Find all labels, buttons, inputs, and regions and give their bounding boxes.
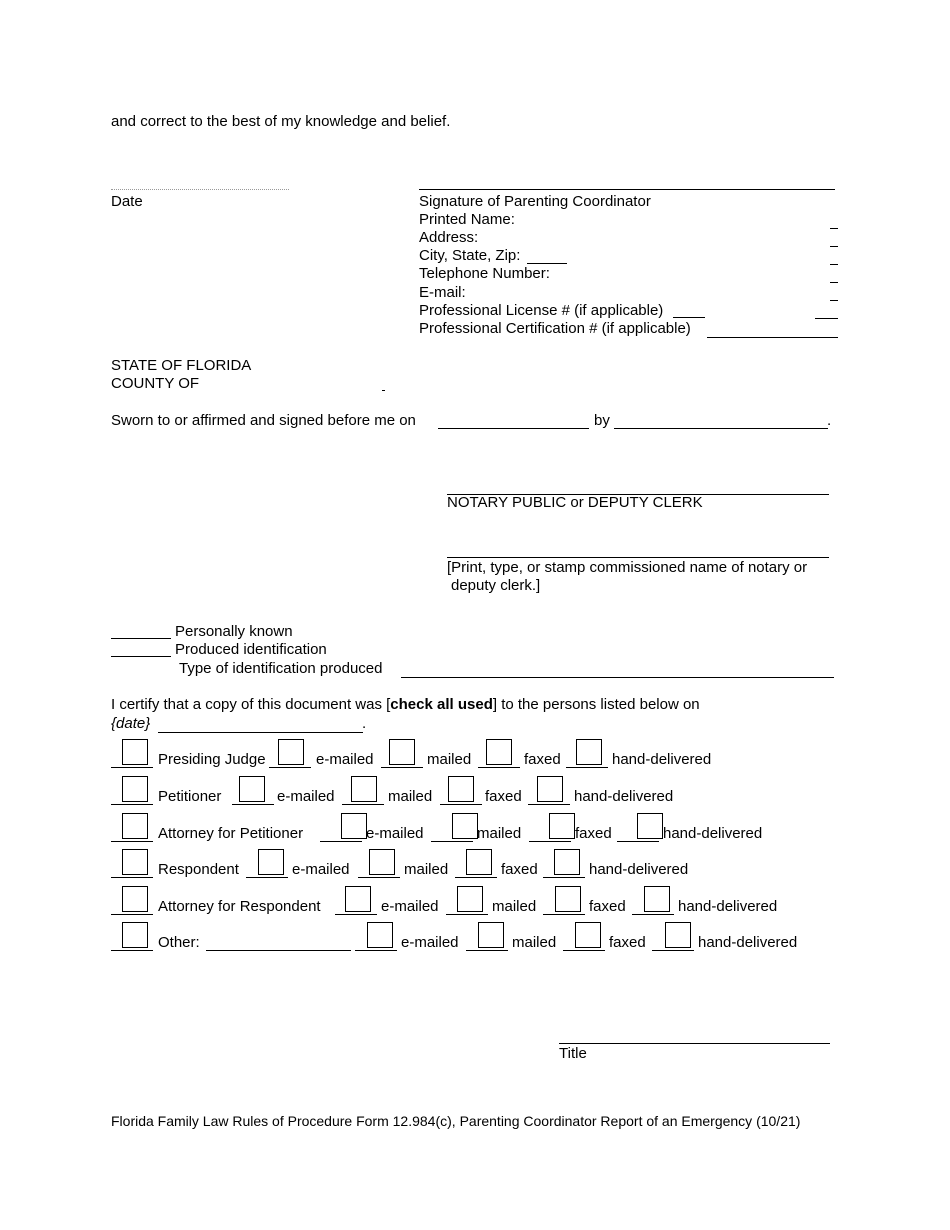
recipient-attorney-respondent: Attorney for Respondent	[158, 898, 321, 915]
row5-fax-line	[543, 914, 585, 915]
certify-date-period: .	[362, 715, 367, 732]
intro-text: and correct to the best of my knowledge and belief.	[111, 113, 451, 130]
row3-fax-line	[529, 841, 571, 842]
label-judge-emailed: e-mailed	[316, 751, 374, 768]
label-atty-pet-mailed: mailed	[477, 825, 522, 842]
label-respondent-mailed: mailed	[404, 861, 449, 878]
certify-date-field[interactable]	[158, 732, 363, 733]
row1-fax-line	[478, 767, 520, 768]
printed-name-field[interactable]	[830, 228, 838, 229]
row4-mail-line	[358, 877, 400, 878]
row2-line	[111, 804, 153, 805]
label-other-faxed: faxed	[609, 934, 646, 951]
row2-fax-line	[440, 804, 482, 805]
checkbox-judge-hand[interactable]	[576, 739, 602, 765]
checkbox-judge-mailed[interactable]	[389, 739, 415, 765]
row5-mail-line	[446, 914, 488, 915]
label-other-hand: hand-delivered	[698, 934, 798, 951]
row5-hand-line	[632, 914, 674, 915]
title-label: Title	[559, 1045, 587, 1062]
label-respondent-hand: hand-delivered	[589, 861, 689, 878]
label-atty-resp-faxed: faxed	[589, 898, 626, 915]
checkbox-attorney-petitioner[interactable]	[122, 813, 148, 839]
row6-hand-line	[652, 950, 694, 951]
type-id-label: Type of identification produced	[179, 660, 383, 677]
label-other-mailed: mailed	[512, 934, 557, 951]
telephone-field[interactable]	[830, 282, 838, 283]
sworn-by: by	[594, 412, 610, 429]
city-state-zip-end	[830, 264, 838, 265]
city-state-zip-label: City, State, Zip:	[419, 247, 521, 264]
label-judge-mailed: mailed	[427, 751, 472, 768]
recipient-attorney-petitioner: Attorney for Petitioner	[158, 825, 304, 842]
address-field[interactable]	[830, 246, 838, 247]
address-label: Address:	[419, 229, 479, 246]
sworn-prefix: Sworn to or affirmed and signed before me on	[111, 412, 416, 429]
label-atty-resp-emailed: e-mailed	[381, 898, 439, 915]
license-field[interactable]	[673, 317, 705, 318]
checkbox-attorney-respondent[interactable]	[122, 886, 148, 912]
personally-known-label: Personally known	[175, 623, 293, 640]
label-respondent-faxed: faxed	[501, 861, 538, 878]
sworn-by-field[interactable]	[614, 428, 828, 429]
label-petitioner-hand: hand-delivered	[574, 788, 674, 805]
checkbox-other-mailed[interactable]	[478, 922, 504, 948]
row3-mail-line	[431, 841, 473, 842]
row3-hand-line	[617, 841, 659, 842]
checkbox-judge-emailed[interactable]	[278, 739, 304, 765]
certify-text-after: ] to the persons listed below on	[492, 696, 700, 713]
county-field[interactable]	[382, 390, 385, 391]
recipient-other: Other:	[158, 934, 200, 951]
recipient-presiding-judge: Presiding Judge	[158, 751, 266, 768]
footer-text: Florida Family Law Rules of Procedure Form 12.984(c), Parenting Coordinator Report of an Emergency (10/21)	[111, 1113, 801, 1129]
row1-line	[111, 767, 153, 768]
checkbox-petitioner[interactable]	[122, 776, 148, 802]
sworn-date-field[interactable]	[438, 428, 589, 429]
label-petitioner-faxed: faxed	[485, 788, 522, 805]
certify-text-before: I certify that a copy of this document was [	[111, 696, 391, 713]
email-label: E-mail:	[419, 284, 466, 301]
recipient-respondent: Respondent	[158, 861, 239, 878]
row5-email-line	[335, 914, 377, 915]
row2-email-line	[232, 804, 274, 805]
row1-email-line	[269, 767, 311, 768]
checkbox-petitioner-mailed[interactable]	[351, 776, 377, 802]
row3-email-line	[320, 841, 362, 842]
city-state-zip-field[interactable]	[527, 263, 567, 264]
title-signature-line[interactable]	[559, 1043, 830, 1044]
certify-bold: check all used	[390, 696, 493, 713]
checkbox-atty-resp-emailed[interactable]	[345, 886, 371, 912]
checkbox-atty-resp-faxed[interactable]	[555, 886, 581, 912]
telephone-label: Telephone Number:	[419, 265, 550, 282]
county-label: COUNTY OF	[111, 375, 200, 392]
label-other-emailed: e-mailed	[401, 934, 459, 951]
row4-hand-line	[543, 877, 585, 878]
label-petitioner-mailed: mailed	[388, 788, 433, 805]
checkbox-atty-pet-mailed[interactable]	[452, 813, 478, 839]
row5-line	[111, 914, 153, 915]
row4-email-line	[246, 877, 288, 878]
label-atty-pet-hand: hand-delivered	[663, 825, 763, 842]
type-id-field[interactable]	[401, 677, 834, 678]
checkbox-presiding-judge[interactable]	[122, 739, 148, 765]
date-label: Date	[111, 193, 143, 210]
checkbox-atty-pet-emailed[interactable]	[341, 813, 367, 839]
label-atty-resp-mailed: mailed	[492, 898, 537, 915]
row1-mail-line	[381, 767, 423, 768]
notary-print-line2: deputy clerk.]	[451, 577, 541, 594]
certify-text	[111, 696, 700, 714]
label-petitioner-emailed: e-mailed	[277, 788, 335, 805]
notary-title: NOTARY PUBLIC or DEPUTY CLERK	[447, 494, 703, 511]
license-label: Professional License # (if applicable)	[419, 302, 664, 319]
produced-id-field[interactable]	[111, 656, 171, 657]
checkbox-atty-resp-hand[interactable]	[644, 886, 670, 912]
date-line[interactable]	[111, 189, 289, 190]
checkbox-atty-pet-hand[interactable]	[637, 813, 663, 839]
other-name-field[interactable]	[206, 950, 351, 951]
checkbox-respondent-hand[interactable]	[554, 849, 580, 875]
checkbox-respondent-emailed[interactable]	[258, 849, 284, 875]
notary-print-line1: [Print, type, or stamp commissioned name of notary or	[447, 559, 808, 576]
row3-line	[111, 841, 153, 842]
row1-hand-line	[566, 767, 608, 768]
row6-email-line	[355, 950, 397, 951]
label-atty-pet-faxed: faxed	[575, 825, 612, 842]
printed-name-label: Printed Name:	[419, 211, 515, 228]
label-atty-resp-hand: hand-delivered	[678, 898, 778, 915]
row4-fax-line	[455, 877, 497, 878]
certification-label: Professional Certification # (if applicable)	[419, 320, 691, 337]
row2-hand-line	[528, 804, 570, 805]
personally-known-field[interactable]	[111, 638, 171, 639]
row2-mail-line	[342, 804, 384, 805]
row6-fax-line	[563, 950, 605, 951]
label-judge-hand: hand-delivered	[612, 751, 712, 768]
produced-id-label: Produced identification	[175, 641, 327, 658]
label-respondent-emailed: e-mailed	[292, 861, 350, 878]
checkbox-respondent-mailed[interactable]	[369, 849, 395, 875]
certify-date-placeholder: {date}	[111, 715, 151, 732]
checkbox-other-hand[interactable]	[665, 922, 691, 948]
checkbox-other-faxed[interactable]	[575, 922, 601, 948]
state-label: STATE OF FLORIDA	[111, 357, 252, 374]
checkbox-judge-faxed[interactable]	[486, 739, 512, 765]
checkbox-other-emailed[interactable]	[367, 922, 393, 948]
checkbox-respondent-faxed[interactable]	[466, 849, 492, 875]
row4-line	[111, 877, 153, 878]
checkbox-atty-resp-mailed[interactable]	[457, 886, 483, 912]
checkbox-petitioner-faxed[interactable]	[448, 776, 474, 802]
license-end	[815, 318, 838, 319]
signature-label: Signature of Parenting Coordinator	[419, 193, 651, 210]
checkbox-atty-pet-faxed[interactable]	[549, 813, 575, 839]
label-atty-pet-emailed: e-mailed	[366, 825, 424, 842]
checkbox-petitioner-hand[interactable]	[537, 776, 563, 802]
row6-mail-line	[466, 950, 508, 951]
recipient-petitioner: Petitioner	[158, 788, 222, 805]
email-field[interactable]	[830, 300, 838, 301]
row6-line	[111, 950, 153, 951]
checkbox-respondent[interactable]	[122, 849, 148, 875]
certification-field[interactable]	[707, 337, 838, 338]
signature-line[interactable]	[419, 189, 835, 190]
sworn-period: .	[827, 412, 832, 429]
label-judge-faxed: faxed	[524, 751, 561, 768]
checkbox-other[interactable]	[122, 922, 148, 948]
notary-print-line[interactable]	[447, 557, 829, 558]
checkbox-petitioner-emailed[interactable]	[239, 776, 265, 802]
